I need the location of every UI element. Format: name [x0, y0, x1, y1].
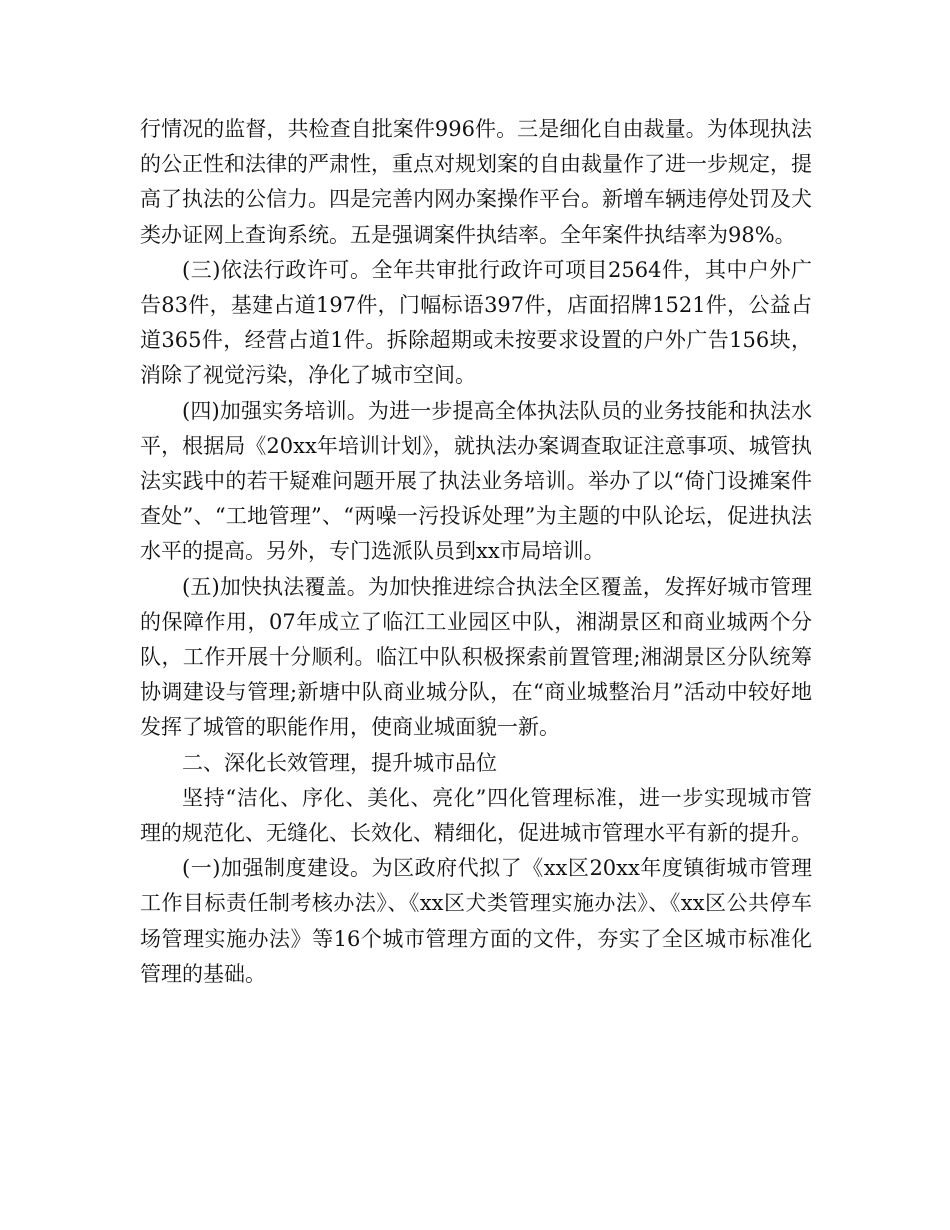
section-heading-long-term-management: 二、深化长效管理，提升城市品位	[182, 750, 497, 775]
paragraph-administrative-license: (三)依法行政许可。全年共审批行政许可项目2564件，其中户外广告83件，基建占道197件，门幅标语397件，店面招牌1521件，公益占道365件，经营占道1件。拆除超期或未按要求设置的户外广告156块，消除了视觉污染，净化了城市空间。	[140, 257, 812, 388]
paragraph-training: (四)加强实务培训。为进一步提高全体执法队员的业务技能和执法水平，根据局《20xx年培训计划》，就执法办案调查取证注意事项、城管执法实践中的若干疑难问题开展了执法业务培训。举办了以“倚门设摊案件查处”、“工地管理”、“两噪一污投诉处理”为主题的中队论坛，促进执法水平的提高。另外，专门选派队员到xx市局培训。	[140, 398, 812, 564]
document-body	[140, 112, 812, 992]
paragraph-enforcement-coverage: (五)加快执法覆盖。为加快推进综合执法全区覆盖，发挥好城市管理的保障作用，07年成立了临江工业园区中队，湘湖景区和商业城两个分队，工作开展十分顺利。临江中队积极探索前置管理;湘湖景区分队统筹协调建设与管理;新塘中队商业城分队，在“商业城整治月”活动中较好地发挥了城管的职能作用，使商业城面貌一新。	[140, 574, 812, 740]
paragraph-supervision: 行情况的监督，共检查自批案件996件。三是细化自由裁量。为体现执法的公正性和法律的严肃性，重点对规划案的自由裁量作了进一步规定，提高了执法的公信力。四是完善内网办案操作平台。新增车辆违停处罚及犬类办证网上查询系统。五是强调案件执结率。全年案件执结率为98%。	[140, 117, 812, 247]
paragraph-four-standards: 坚持“洁化、序化、美化、亮化”四化管理标准，进一步实现城市管理的规范化、无缝化、长效化、精细化，促进城市管理水平有新的提升。	[140, 785, 812, 846]
paragraph-system-building: (一)加强制度建设。为区政府代拟了《xx区20xx年度镇街城市管理工作目标责任制考核办法》、《xx区犬类管理实施办法》、《xx区公共停车场管理实施办法》等16个城市管理方面的文件，夯实了全区城市标准化管理的基础。	[140, 856, 812, 986]
